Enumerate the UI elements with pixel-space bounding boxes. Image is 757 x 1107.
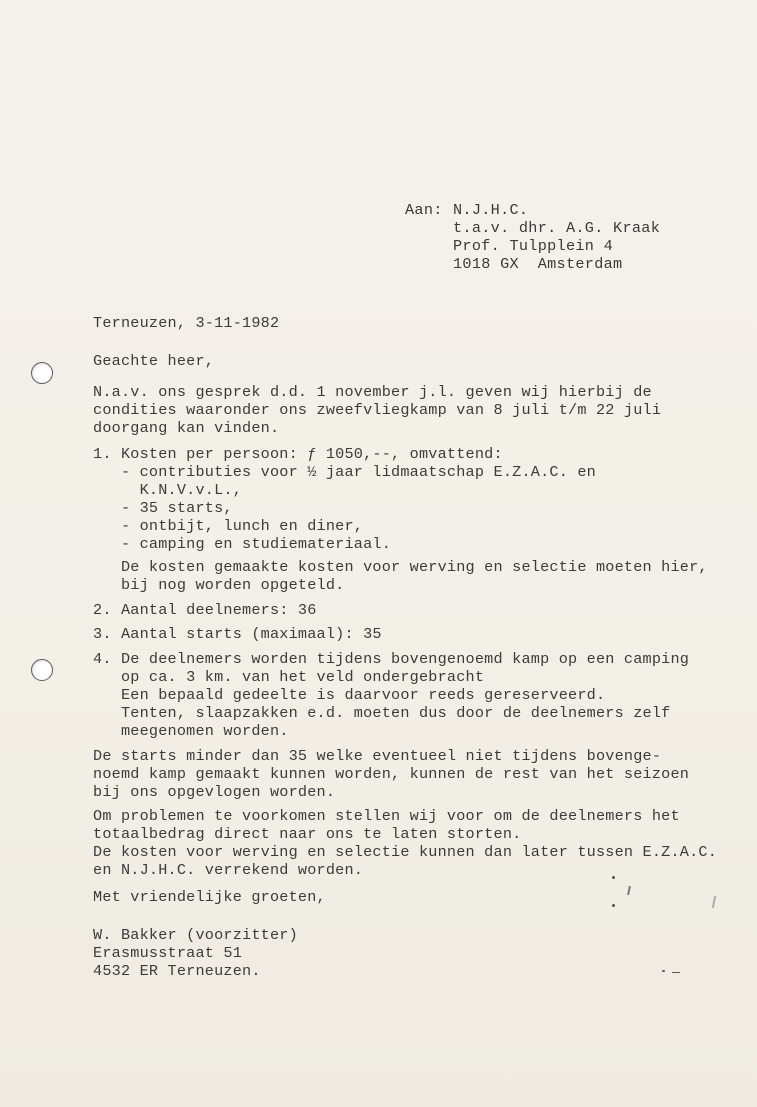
point4-line: op ca. 3 km. van het veld ondergebracht — [93, 668, 485, 686]
address-line: t.a.v. dhr. A.G. Kraak — [453, 219, 661, 237]
stray-mark — [612, 876, 615, 879]
address-line: N.J.H.C. — [453, 201, 529, 219]
starts-paragraph-line: De starts minder dan 35 welke eventueel niet tijdens bovenge- — [93, 747, 662, 765]
point1-note-line: bij nog worden opgeteld. — [93, 576, 345, 594]
point1-line: - camping en studiemateriaal. — [93, 535, 392, 553]
stray-mark — [662, 970, 665, 972]
place-date: Terneuzen, 3-11-1982 — [93, 314, 280, 332]
point1-line: - ontbijt, lunch en diner, — [93, 517, 364, 535]
starts-paragraph-line: noemd kamp gemaakt kunnen worden, kunnen de rest van het seizoen — [93, 765, 690, 783]
stray-mark — [672, 972, 680, 973]
point1-line: K.N.V.v.L., — [93, 481, 243, 499]
problems-paragraph-line: en N.J.H.C. verrekend worden. — [93, 861, 364, 879]
salutation: Geachte heer, — [93, 352, 215, 370]
point1-note-line: De kosten gemaakte kosten voor werving en selectie moeten hier, — [93, 558, 708, 576]
point4-line: 4. De deelnemers worden tijdens bovengenoemd kamp op een camping — [93, 650, 690, 668]
punch-hole-top — [31, 362, 53, 384]
problems-paragraph-line: Om problemen te voorkomen stellen wij voor om de deelnemers het — [93, 807, 680, 825]
signature-line: W. Bakker (voorzitter) — [93, 926, 298, 944]
problems-paragraph-line: De kosten voor werving en selectie kunnen dan later tussen E.Z.A.C. — [93, 843, 718, 861]
starts-paragraph-line: bij ons opgevlogen worden. — [93, 783, 336, 801]
point2-line: 2. Aantal deelnemers: 36 — [93, 601, 317, 619]
punch-hole-bottom — [31, 659, 53, 681]
address-label: Aan: — [405, 201, 443, 219]
signature-line: 4532 ER Terneuzen. — [93, 962, 261, 980]
stray-mark — [612, 904, 615, 907]
point3-line: 3. Aantal starts (maximaal): 35 — [93, 625, 382, 643]
point1-line: 1. Kosten per persoon: ƒ 1050,--, omvattend: — [93, 445, 503, 463]
point1-line: - 35 starts, — [93, 499, 233, 517]
stray-mark — [627, 886, 631, 895]
address-line: Prof. Tulpplein 4 — [453, 237, 614, 255]
problems-paragraph-line: totaalbedrag direct naar ons te laten storten. — [93, 825, 522, 843]
point4-line: Een bepaald gedeelte is daarvoor reeds gereserveerd. — [93, 686, 606, 704]
point4-line: meegenomen worden. — [93, 722, 289, 740]
address-line: 1018 GX Amsterdam — [453, 255, 623, 273]
point1-line: - contributies voor ½ jaar lidmaatschap E.Z.A.C. en — [93, 463, 596, 481]
stray-mark — [712, 896, 716, 908]
signature-line: Erasmusstraat 51 — [93, 944, 243, 962]
intro-line: doorgang kan vinden. — [93, 419, 280, 437]
point4-line: Tenten, slaapzakken e.d. moeten dus door de deelnemers zelf — [93, 704, 671, 722]
intro-line: condities waaronder ons zweefvliegkamp van 8 juli t/m 22 juli — [93, 401, 662, 419]
closing: Met vriendelijke groeten, — [93, 888, 326, 906]
intro-line: N.a.v. ons gesprek d.d. 1 november j.l. geven wij hierbij de — [93, 383, 652, 401]
